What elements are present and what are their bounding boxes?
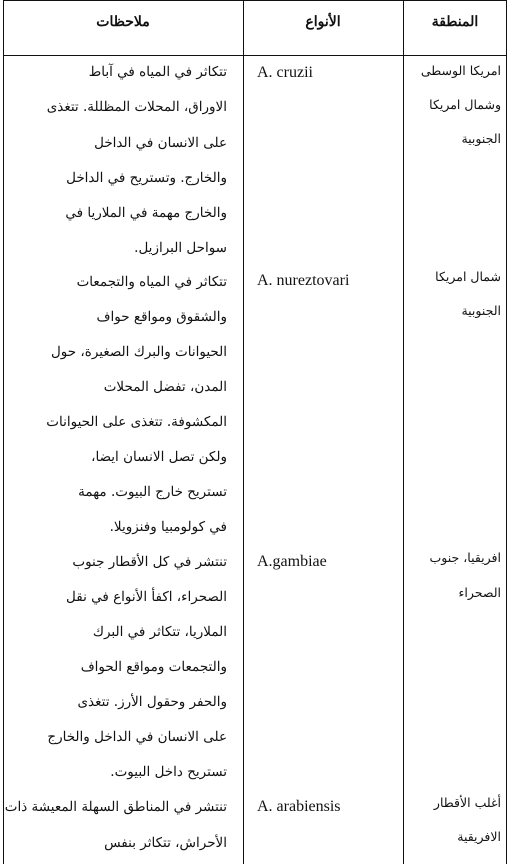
header-divider	[3, 55, 507, 56]
table-border-right	[506, 0, 507, 864]
note-line: والتجمعات ومواقع الحواف	[80, 659, 227, 675]
note-line: والخارج مهمة في الملاريا في	[65, 205, 227, 221]
note-line: المدن، تفضل المحلات	[103, 379, 227, 395]
note-line: على الانسان في الداخل والخارج	[47, 729, 227, 745]
region-line: الجنوبية	[461, 131, 501, 146]
note-line: في كولومبيا وفنزويلا.	[109, 519, 227, 535]
region-line: أغلب الأقطار	[433, 795, 501, 810]
region-line: امريكا الوسطى	[420, 63, 501, 78]
header-region: المنطقة	[431, 14, 479, 30]
column-divider-notes-species	[243, 0, 244, 864]
region-line: الصحراء	[458, 585, 501, 600]
region-line: وشمال امريكا	[429, 97, 501, 112]
note-line: المكشوفة. تتغذى على الحيوانات	[46, 414, 227, 430]
note-line: والخارج. وتستريح في الداخل	[66, 170, 227, 186]
note-line: تنتشر في كل الأقطار جنوب	[72, 554, 227, 570]
header-notes: ملاحظات	[96, 14, 150, 30]
note-line: الحيوانات والبرك الصغيرة، حول	[50, 344, 227, 360]
note-line: تتكاثر في المياه والتجمعات	[76, 274, 227, 290]
region-line: افريقيا، جنوب	[429, 550, 501, 565]
species-name: A. arabiensis	[257, 798, 341, 815]
note-line: الاوراق، المحلات المظللة. تتغذى	[46, 99, 227, 115]
column-divider-species-region	[403, 0, 404, 864]
note-line: الصحراء، اكفأ الأنواع في نقل	[66, 589, 227, 605]
region-line: الجنوبية	[461, 303, 501, 318]
note-line: والشقوق ومواقع حواف	[96, 309, 227, 325]
note-line: تنتشر في المناطق السهلة المعيشة ذات	[4, 799, 227, 815]
note-line: تستريح داخل البيوت.	[110, 764, 227, 780]
note-line: والحفر وحقول الأرز. تتغذى	[77, 694, 227, 710]
note-line: الأحراش، تتكاثر بنفس	[104, 835, 227, 851]
header-species: الأنواع	[305, 14, 341, 30]
note-line: على الانسان في الداخل	[94, 135, 227, 151]
note-line: الملاريا، تتكاثر في البرك	[92, 624, 227, 640]
table-border-top	[3, 0, 507, 1]
note-line: ولكن تصل الانسان ايضا،	[91, 449, 227, 465]
species-name: A. cruzii	[257, 64, 313, 81]
species-name: A.gambiae	[257, 553, 327, 570]
region-line: شمال امريكا	[435, 269, 501, 284]
note-line: تتكاثر في المياه في آباط	[88, 64, 227, 80]
region-line: الافريقية	[457, 829, 501, 844]
note-line: تستريح خارج البيوت. مهمة	[78, 484, 227, 500]
note-line: سواحل البرازيل.	[134, 240, 227, 256]
species-name: A. nureztovari	[257, 272, 350, 289]
